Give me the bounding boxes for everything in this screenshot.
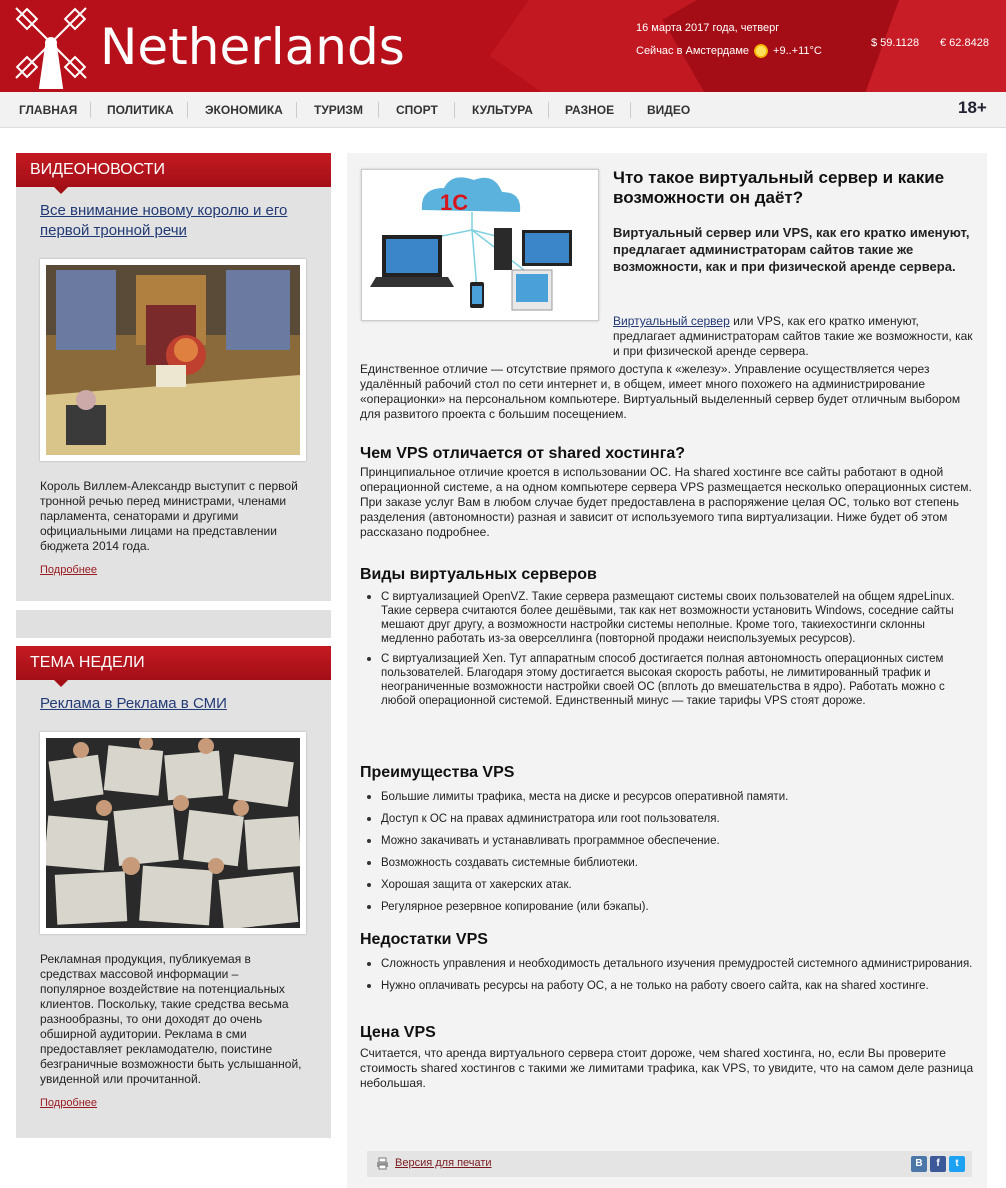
nav-item-politics[interactable]: ПОЛИТИКА xyxy=(107,103,174,117)
theme-of-week-heading: ТЕМА НЕДЕЛИ xyxy=(16,646,331,680)
video-news-image[interactable] xyxy=(40,259,306,461)
section-title-differences: Чем VPS отличается от shared хостинга? xyxy=(360,445,686,462)
list-item: С виртуализацией Xen. Тут аппаратным способ достигается полная автономность операционных систем пользователей. Благодаря этому достигается высокая скорость работы, не лимитированный трафик и неограниченные возможности настройки своей ОС (вплоть до вмешательства в ядро). Работать можно с любой операционной системой. Единственный минус — такие тарифы VPS стоят дороже. xyxy=(381,652,977,708)
list-item: Доступ к ОС на правах администратора или root пользователя. xyxy=(381,812,977,826)
usd-rate: $ 59.1128 xyxy=(871,37,920,49)
video-news-panel xyxy=(16,153,331,601)
age-rating-badge: 18+ xyxy=(958,98,987,117)
list-item: Большие лимиты трафика, места на диске и ресурсов оперативной памяти. xyxy=(381,790,977,804)
video-news-more-link[interactable]: Подробнее xyxy=(40,564,98,576)
1c-logo-text: 1С xyxy=(440,190,469,215)
section-title-advantages: Преимущества VPS xyxy=(360,764,515,781)
article-title: Что такое виртуальный сервер и какие возможности он даёт? xyxy=(613,168,945,207)
nav-item-tourism[interactable]: ТУРИЗМ xyxy=(314,103,363,117)
theme-of-week-image[interactable] xyxy=(40,732,306,934)
printer-icon[interactable] xyxy=(376,1157,389,1170)
current-date: 16 марта 2017 года, четверг xyxy=(636,22,780,34)
list-item: С виртуализацией OpenVZ. Такие сервера размещают системы своих пользователей на общем ядреLinux. Такие сервера считаются более дешёвыми, так как нет возможности установить Windows, соседние сайты мешают друг другу, а возможности настройки системы неполные. Кроме того, такиехостинги склонны медленно работать из-за оверселлинга (повторной продажи неиспользуемых ресурсов). xyxy=(381,590,977,646)
site-header xyxy=(0,0,1006,92)
weather-label: Сейчас в Амстердаме xyxy=(636,45,750,57)
list-item: Нужно оплачивать ресурсы на работу ОС, а не только на работу своего сайта, как на shared хостинге. xyxy=(381,979,977,993)
article-lead: Виртуальный сервер или VPS, как его кратко именуют, предлагает администраторам сайтов такие же возможности, как и при физической аренде сервера. xyxy=(613,225,970,274)
nav-item-misc[interactable]: РАЗНОЕ xyxy=(565,103,615,117)
sun-icon xyxy=(753,43,769,59)
nav-item-economy[interactable]: ЭКОНОМИКА xyxy=(205,103,283,117)
theme-of-week-panel xyxy=(16,646,331,1138)
site-logo-text[interactable]: Netherlands xyxy=(100,18,405,76)
list-item: Регулярное резервное копирование (или бэкапы). xyxy=(381,900,977,914)
article-footer xyxy=(367,1151,972,1177)
nav-item-sport[interactable]: СПОРТ xyxy=(396,103,438,117)
video-news-link[interactable]: Все внимание новому королю и его первой тронной речи xyxy=(40,202,288,239)
article-intro-continued: Единственное отличие — отсутствие прямого доступа к «железу». Управление осуществляется через удалённый рабочий стол по сети интернет и, в общем, имеет много похожего на администрирование «операционки» на персональном компьютере. Виртуальный выделенный сервер будет отличным выбором для развитого проекта с большим посещением. xyxy=(360,362,961,421)
section-title-disadvantages: Недостатки VPS xyxy=(360,931,488,948)
list-item: Возможность создавать системные библиотеки. xyxy=(381,856,977,870)
section-title-price: Цена VPS xyxy=(360,1024,436,1041)
theme-of-week-summary: Рекламная продукция, публикуемая в средствах массовой информации – популярное воздействие на потенциальных клиентов. Поскольку, такие средства весьма разнообразны, то они доходят до очень обширной аудитории. Реклама в сми предоставляет рекламодателю, поистине безграничные возможности быть услышанной, увиденной или прочитанной. xyxy=(40,952,302,1086)
types-list xyxy=(381,590,977,708)
nav-item-video[interactable]: ВИДЕО xyxy=(647,103,691,117)
nav-item-culture[interactable]: КУЛЬТУРА xyxy=(472,103,533,117)
print-version-link[interactable]: Версия для печати xyxy=(395,1157,492,1169)
windmill-logo-icon[interactable] xyxy=(6,2,96,90)
list-item: Можно закачивать и устанавливать программное обеспечение. xyxy=(381,834,977,848)
sidebar-divider-panel xyxy=(16,610,331,638)
eur-rate: € 62.8428 xyxy=(940,37,989,49)
virtual-server-link[interactable]: Виртуальный сервер xyxy=(613,314,730,328)
disadvantages-list xyxy=(381,957,977,993)
video-news-heading: ВИДЕОНОВОСТИ xyxy=(16,153,331,187)
theme-of-week-more-link[interactable]: Подробнее xyxy=(40,1097,98,1109)
nav-item-main[interactable]: ГЛАВНАЯ xyxy=(19,103,78,117)
advantages-list xyxy=(381,790,977,914)
list-item: Хорошая защита от хакерских атак. xyxy=(381,878,977,892)
weather-widget xyxy=(636,43,822,59)
facebook-icon[interactable]: f xyxy=(930,1156,946,1172)
article-image xyxy=(361,169,599,321)
article-intro-text: или VPS, как его кратко именуют, предлагает администраторам сайтов такие же возможности, как и при физической аренде сервера. xyxy=(613,314,973,358)
section-title-types: Виды виртуальных серверов xyxy=(360,566,597,583)
main-nav xyxy=(0,92,1006,128)
article xyxy=(347,153,987,1188)
twitter-icon[interactable]: t xyxy=(949,1156,965,1172)
section-text-differences: Принципиальное отличие кроется в использовании ОС. На shared хостинге все сайты работают в одной операционной системе, а на одном компьютере сервера VPS размещается несколько операционных систем. При заказе услуг Вам в любом случае будет предоставлена в распоряжение целая ОС, только вот степень разделения (автономности) разная и зависит от используемого типа виртуализации. Ниже будет об этом рассказано подробнее. xyxy=(360,465,972,539)
weather-temperature: +9..+11°C xyxy=(773,45,822,57)
video-news-summary: Король Виллем-Александр выступит с первой тронной речью перед министрами, членами парламента, сенаторами и другими официальными лицами на представлении бюджета 2014 года. xyxy=(40,479,298,553)
section-text-price: Считается, что аренда виртуального сервера стоит дороже, чем shared хостинга, но, если Вы проверите стоимость shared хостингов с такими же лимитами трафика, как VPS, то увидите, что на самом деле разница небольшая. xyxy=(360,1046,974,1090)
vk-icon[interactable]: В xyxy=(911,1156,927,1172)
article-intro xyxy=(613,314,973,359)
list-item: Сложность управления и необходимость детального изучения премудростей системного администрирования. xyxy=(381,957,977,971)
theme-of-week-link[interactable]: Реклама в Реклама в СМИ xyxy=(40,695,227,712)
